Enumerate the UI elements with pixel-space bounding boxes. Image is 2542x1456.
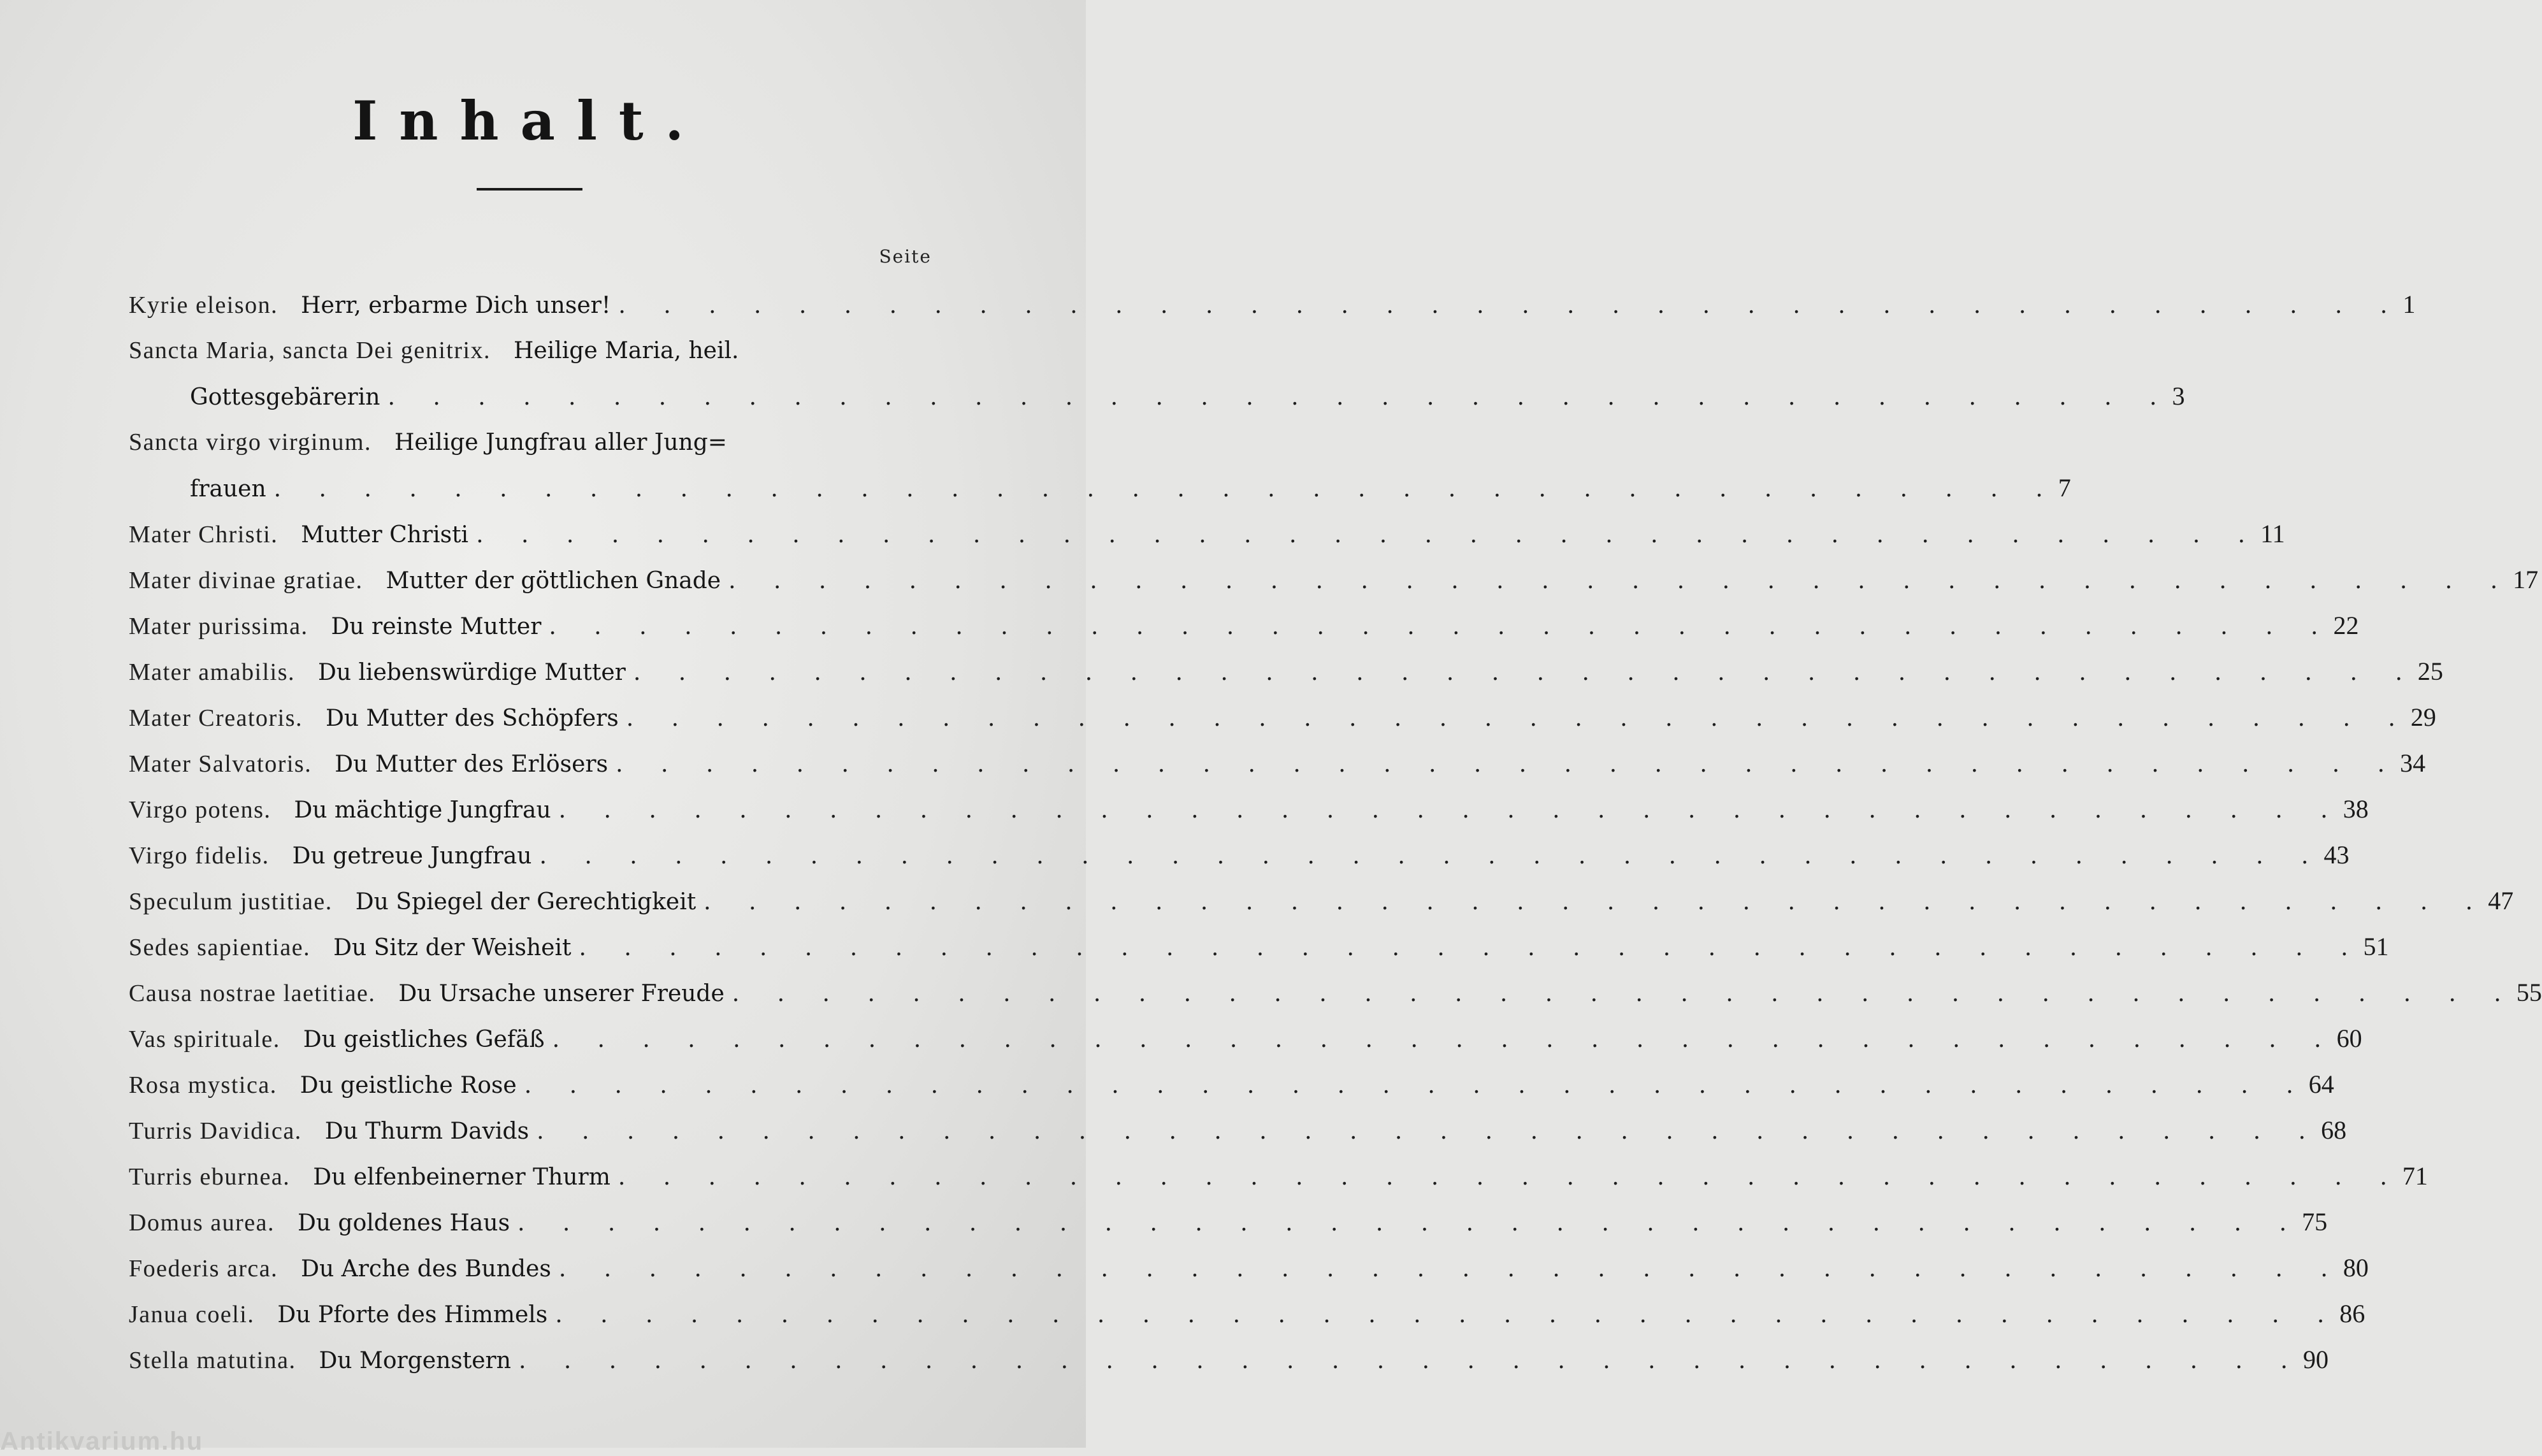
toc-entry [129, 1107, 2347, 1153]
toc-entry-german: Du goldenes Haus [298, 1210, 510, 1236]
toc-entry-latin: Rosa mystica. [129, 1072, 277, 1099]
toc-entry [129, 1245, 2369, 1291]
toc-entry-german: Herr, erbarme Dich unser! [301, 292, 611, 319]
toc-entry-latin: Domus aurea. [129, 1209, 275, 1236]
dot-leader: . . . . . . . . . . . . . . . . . . . . . . . . . . . . . . . . . . . . . . . . [617, 1164, 2402, 1190]
dot-leader: . . . . . . . . . . . . . . . . . . . . . . . . . . . . . . . . . . . . . . . . [579, 935, 2364, 961]
toc-entry-german: Du getreue Jungfrau [292, 843, 532, 869]
dot-leader: . . . . . . . . . . . . . . . . . . . . . . . . . . . . . . . . . . . . . . . . [555, 1302, 2340, 1328]
toc-entry [129, 282, 2416, 328]
table-of-contents [129, 282, 2542, 1383]
toc-entry-latin: Turris Davidica. [129, 1118, 302, 1144]
toc-entry [129, 878, 2514, 924]
dot-leader: . . . . . . . . . . . . . . . . . . . . . . . . . . . . . . . . . . . . . . . . [518, 1348, 2303, 1374]
toc-entry [129, 465, 2071, 511]
toc-entry-latin: Sancta virgo virginum. [129, 429, 372, 456]
dot-leader: . . . . . . . . . . . . . . . . . . . . . . . . . . . . . . . . . . . . . . . . [732, 981, 2517, 1007]
toc-entry [129, 970, 2542, 1016]
dot-leader: . . . . . . . . . . . . . . . . . . . . . . . . . . . . . . . . . . . . . . . . [633, 660, 2418, 686]
toc-entry [129, 1016, 2362, 1062]
toc-entry-german: Du Mutter des Erlösers [335, 751, 609, 777]
title-rule [477, 188, 582, 191]
toc-entry-page-number: 71 [2402, 1162, 2428, 1190]
toc-entry-page-number: 25 [2417, 657, 2443, 686]
toc-entry-page-number: 86 [2339, 1299, 2365, 1328]
toc-entry-german: frauen [190, 476, 266, 502]
toc-entry-page-number: 38 [2343, 795, 2369, 823]
dot-leader: . . . . . . . . . . . . . . . . . . . . . . . . . . . . . . . . . . . . . . . . [537, 1118, 2322, 1144]
toc-entry-latin: Mater amabilis. [129, 659, 295, 686]
toc-entry-latin: Mater Creatoris. [129, 705, 303, 732]
toc-entry [129, 328, 944, 373]
toc-entry-german: Mutter der göttlichen Gnade [386, 568, 721, 594]
toc-entry-page-number: 7 [2058, 473, 2071, 502]
toc-entry-page-number: 11 [2260, 519, 2285, 548]
watermark: Antikvarium.hu [0, 1427, 204, 1455]
page-title: Inhalt. [352, 89, 705, 152]
toc-entry-german: Du geistliche Rose [300, 1072, 517, 1099]
toc-entry-latin: Virgo potens. [129, 796, 271, 823]
toc-entry-german: Du reinste Mutter [331, 614, 542, 640]
dot-leader: . . . . . . . . . . . . . . . . . . . . . . . . . . . . . . . . . . . . . . . . [728, 568, 2513, 594]
toc-entry-latin: Mater Christi. [129, 521, 278, 548]
dot-leader: . . . . . . . . . . . . . . . . . . . . . . . . . . . . . . . . . . . . . . . . [552, 1027, 2337, 1053]
toc-entry-page-number: 75 [2302, 1207, 2328, 1236]
dot-leader: . . . . . . . . . . . . . . . . . . . . . . . . . . . . . . . . . . . . . . . . [618, 292, 2403, 319]
toc-entry-german: Heilige Maria, heil. [514, 338, 739, 364]
toc-entry [129, 373, 2185, 419]
toc-entry-page-number: 60 [2336, 1024, 2362, 1053]
toc-entry-latin: Causa nostrae laetitiae. [129, 980, 376, 1007]
toc-entry-latin: Virgo fidelis. [129, 842, 270, 869]
toc-entry-page-number: 22 [2333, 611, 2359, 640]
toc-entry [129, 924, 2389, 970]
toc-entry-page-number: 64 [2308, 1070, 2334, 1099]
dot-leader: . . . . . . . . . . . . . . . . . . . . . . . . . . . . . . . . . . . . . . . . [704, 889, 2488, 915]
toc-entry-latin: Mater divinae gratiae. [129, 567, 363, 594]
toc-entry [129, 832, 2350, 878]
toc-entry-german: Du Morgenstern [319, 1348, 511, 1374]
toc-entry-german: Du Thurm Davids [324, 1118, 530, 1144]
toc-entry-german: Du geistliches Gefäß [303, 1027, 545, 1053]
toc-entry-latin: Speculum justitiae. [129, 888, 333, 915]
toc-entry [129, 511, 2285, 557]
toc-entry [129, 695, 2436, 740]
toc-entry-latin: Sancta Maria, sancta Dei genitrix. [129, 337, 491, 364]
toc-entry [129, 1153, 2428, 1199]
toc-entry-german: Du Pforte des Himmels [277, 1302, 548, 1328]
toc-entry-latin: Stella matutina. [129, 1347, 296, 1374]
toc-entry-latin: Mater Salvatoris. [129, 751, 312, 777]
toc-entry-latin: Vas spirituale. [129, 1026, 280, 1053]
toc-entry-german: Du Spiegel der Gerechtigkeit [355, 889, 697, 915]
dot-leader: . . . . . . . . . . . . . . . . . . . . . . . . . . . . . . . . . . . . . . . . [558, 797, 2343, 823]
toc-entry-latin: Sedes sapientiae. [129, 934, 311, 961]
toc-entry-german: Du Arche des Bundes [301, 1256, 551, 1282]
toc-entry [129, 1199, 2328, 1245]
toc-entry-german: Du mächtige Jungfrau [294, 797, 551, 823]
toc-entry-page-number: 90 [2302, 1345, 2329, 1374]
toc-entry-page-number: 3 [2172, 382, 2185, 410]
toc-entry [129, 419, 944, 465]
toc-entry-latin: Janua coeli. [129, 1301, 255, 1328]
toc-entry [129, 740, 2426, 786]
toc-entry-latin: Mater purissima. [129, 613, 308, 640]
toc-entry [129, 1062, 2334, 1107]
toc-entry-page-number: 47 [2488, 886, 2514, 915]
toc-entry-page-number: 1 [2402, 290, 2416, 319]
dot-leader: . . . . . . . . . . . . . . . . . . . . . . . . . . . . . . . . . . . . . . . . [517, 1210, 2302, 1236]
toc-entry-latin: Foederis arca. [129, 1255, 278, 1282]
toc-entry [129, 603, 2359, 649]
page-column-label: Seite [879, 246, 932, 267]
toc-entry-page-number: 34 [2400, 749, 2426, 777]
dot-leader: . . . . . . . . . . . . . . . . . . . . . . . . . . . . . . . . . . . . . . . . [539, 843, 2324, 869]
toc-entry-page-number: 68 [2321, 1116, 2347, 1144]
toc-entry [129, 557, 2539, 603]
toc-entry-german: Heilige Jungfrau aller Jung= [394, 429, 727, 456]
dot-leader: . . . . . . . . . . . . . . . . . . . . . . . . . . . . . . . . . . . . . . . . [549, 614, 2334, 640]
toc-entry [129, 649, 2443, 695]
toc-entry-page-number: 80 [2343, 1253, 2369, 1282]
toc-entry-german: Du liebenswürdige Mutter [317, 660, 626, 686]
toc-entry-german: Du elfenbeinerner Thurm [313, 1164, 610, 1190]
toc-entry [129, 1337, 2329, 1383]
toc-entry-german: Du Ursache unserer Freude [398, 981, 725, 1007]
toc-entry-german: Gottesgebärerin [190, 384, 380, 410]
toc-entry-page-number: 17 [2513, 565, 2539, 594]
dot-leader: . . . . . . . . . . . . . . . . . . . . . . . . . . . . . . . . . . . . . . . . [387, 384, 2172, 410]
dot-leader: . . . . . . . . . . . . . . . . . . . . . . . . . . . . . . . . . . . . . . . . [616, 751, 2401, 777]
toc-entry-page-number: 51 [2363, 932, 2389, 961]
toc-entry [129, 786, 2369, 832]
toc-entry-latin: Turris eburnea. [129, 1164, 291, 1190]
dot-leader: . . . . . . . . . . . . . . . . . . . . . . . . . . . . . . . . . . . . . . . . [273, 476, 2058, 502]
toc-entry-page-number: 43 [2323, 840, 2350, 869]
dot-leader: . . . . . . . . . . . . . . . . . . . . . . . . . . . . . . . . . . . . . . . . [476, 522, 2261, 548]
toc-entry-page-number: 29 [2410, 703, 2436, 732]
toc-entry-latin: Kyrie eleison. [129, 292, 278, 319]
dot-leader: . . . . . . . . . . . . . . . . . . . . . . . . . . . . . . . . . . . . . . . . [626, 705, 2411, 732]
toc-entry [129, 1291, 2365, 1337]
toc-entry-page-number: 55 [2516, 978, 2542, 1007]
dot-leader: . . . . . . . . . . . . . . . . . . . . . . . . . . . . . . . . . . . . . . . . [524, 1072, 2309, 1099]
dot-leader: . . . . . . . . . . . . . . . . . . . . . . . . . . . . . . . . . . . . . . . . [558, 1256, 2343, 1282]
toc-entry-german: Du Sitz der Weisheit [333, 935, 572, 961]
toc-entry-german: Mutter Christi [301, 522, 469, 548]
toc-entry-german: Du Mutter des Schöpfers [326, 705, 619, 732]
